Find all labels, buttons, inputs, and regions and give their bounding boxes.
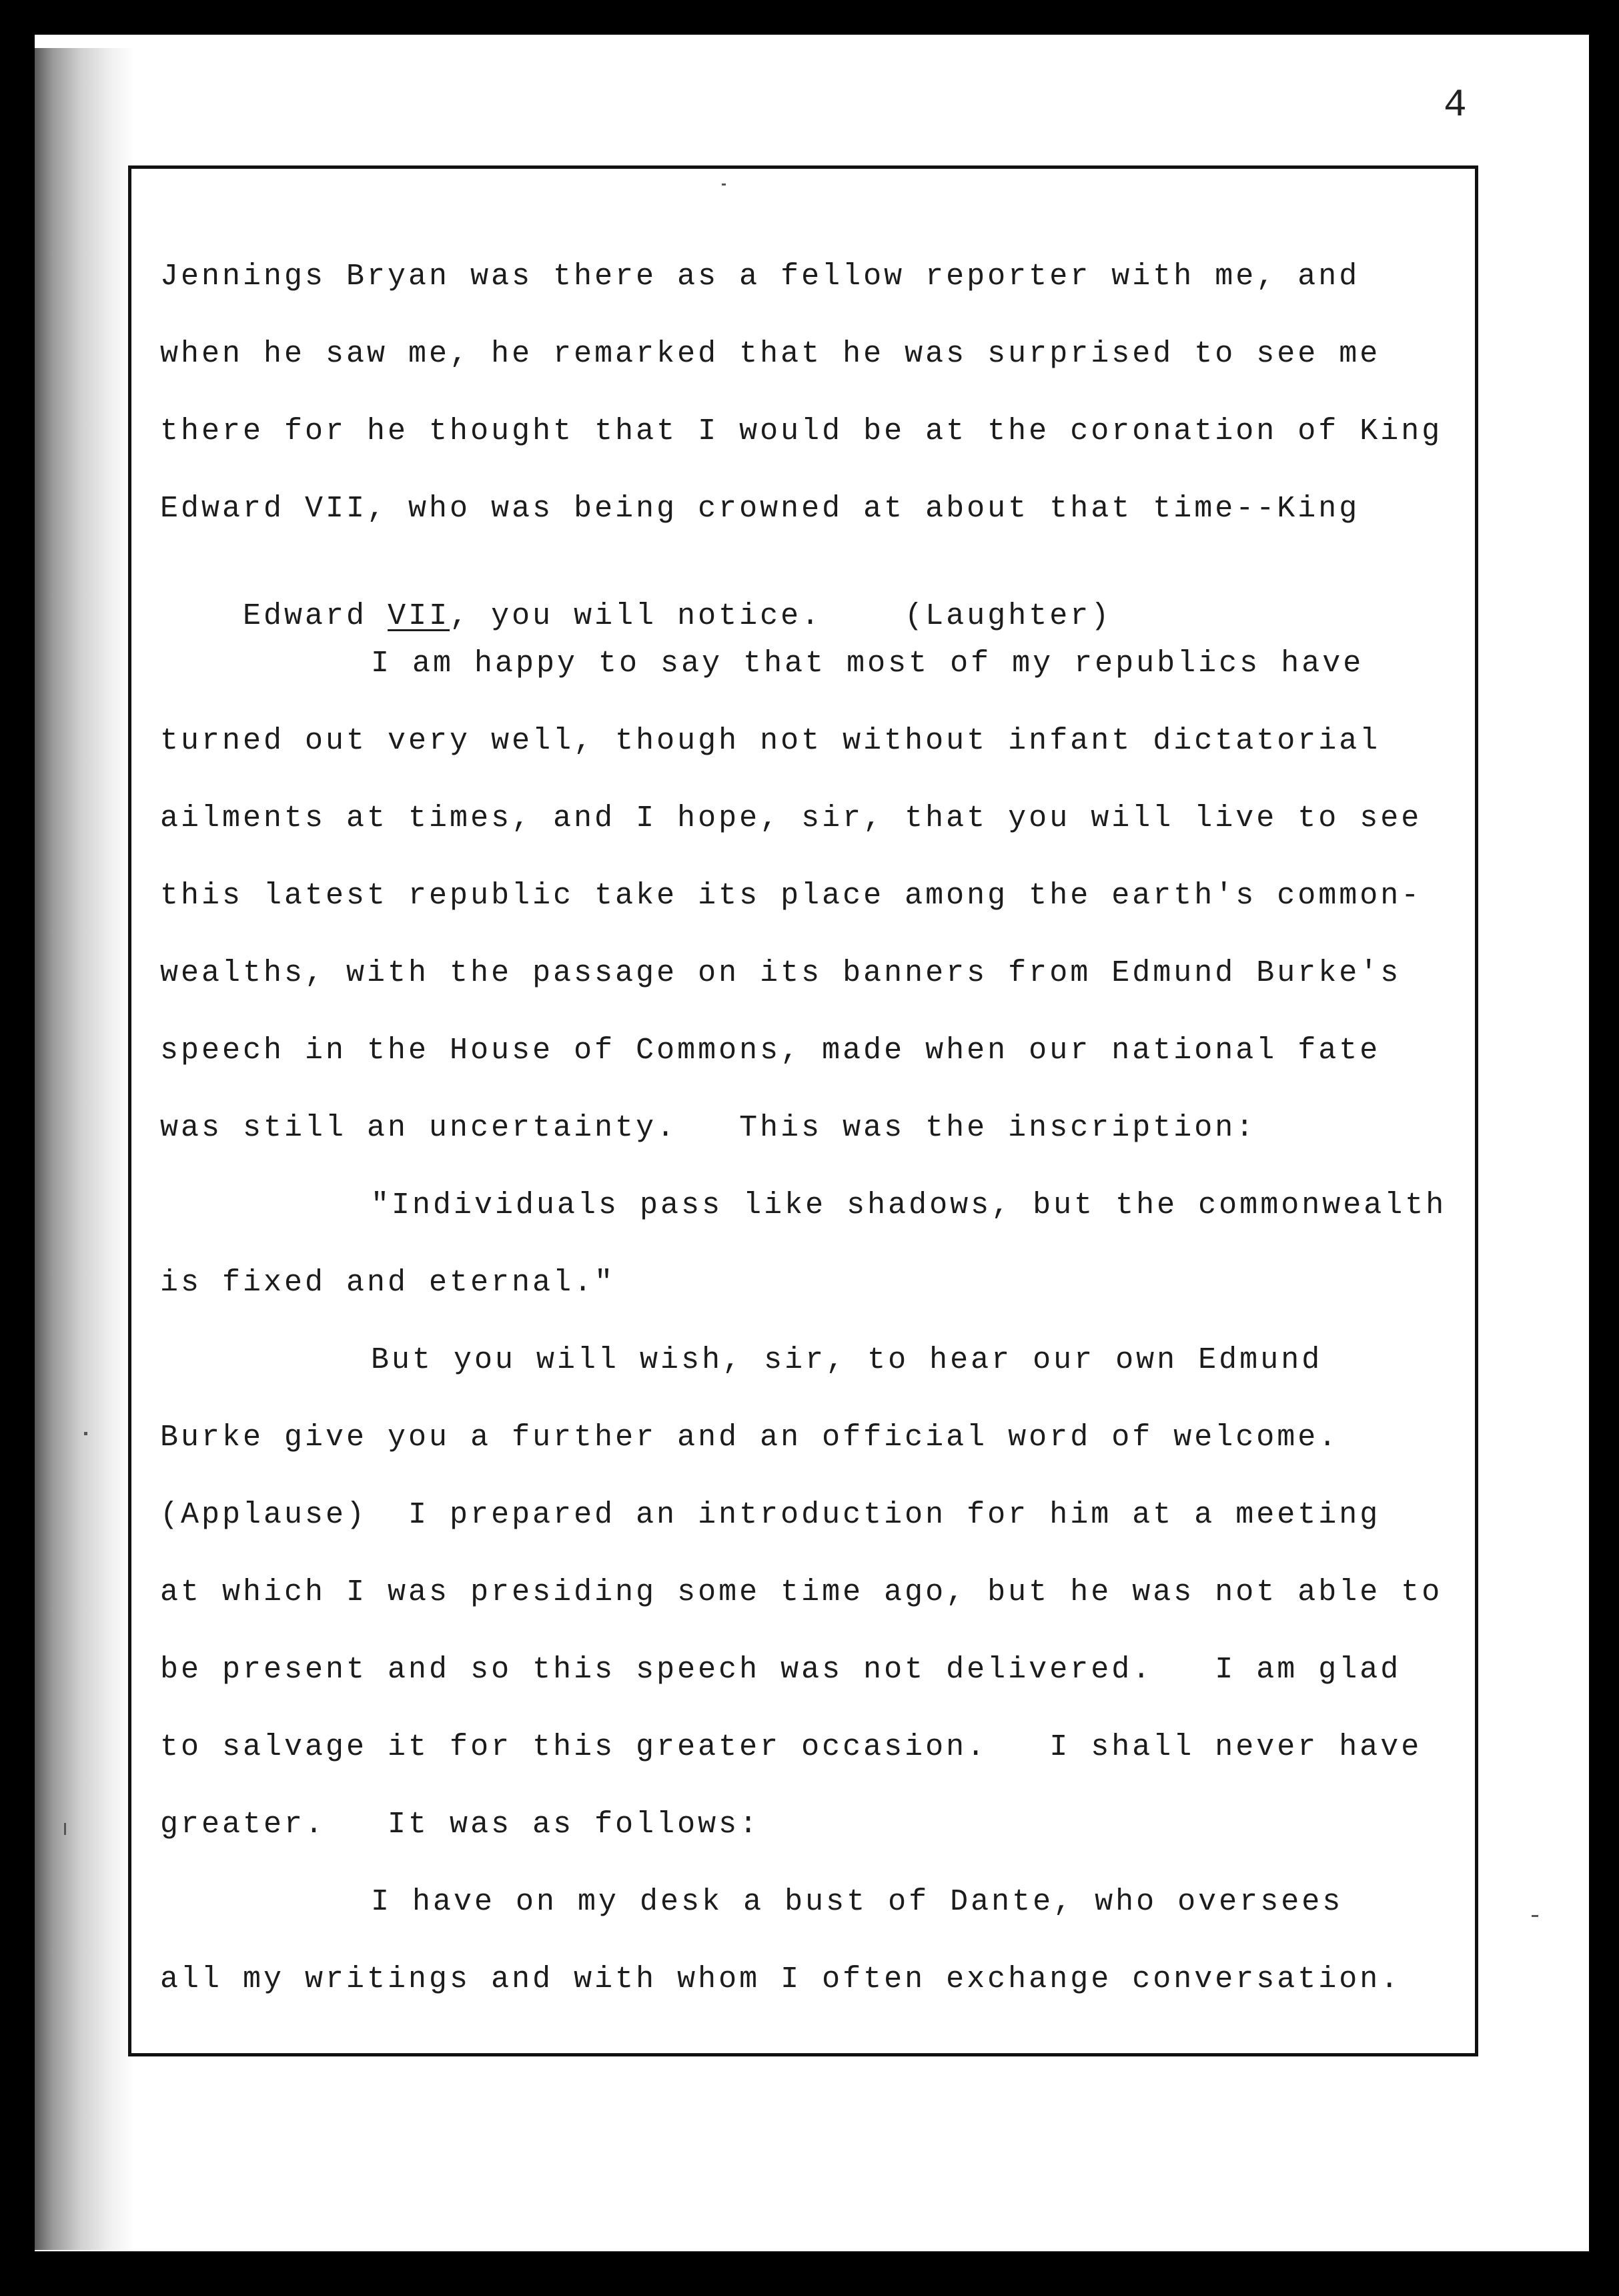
- body-line: wealths, with the passage on its banners from Edmund Burke's: [160, 956, 1402, 990]
- body-line: at which I was presiding some time ago, but he was not able to: [160, 1575, 1443, 1609]
- quotation-line: "Individuals pass like shadows, but the commonwealth: [371, 1188, 1447, 1222]
- quotation-line: is fixed and eternal.": [160, 1266, 616, 1300]
- scan-mark: [1532, 1915, 1538, 1917]
- body-line-rest: you will notice. (Laughter): [491, 599, 1112, 633]
- body-line: I am happy to say that most of my republics have: [371, 647, 1364, 681]
- scan-mark: [64, 1823, 66, 1835]
- body-line-prefix: Edward: [243, 599, 388, 633]
- binding-shadow: [35, 48, 135, 2250]
- body-line: all my writings and with whom I often exchange conversation.: [160, 1962, 1402, 1996]
- scan-mark: [722, 183, 726, 185]
- body-line: Jennings Bryan was there as a fellow reporter with me, and: [160, 260, 1360, 294]
- body-line: was still an uncertainty. This was the inscription:: [160, 1111, 1257, 1145]
- body-line: I have on my desk a bust of Dante, who oversees: [371, 1885, 1343, 1919]
- body-line: (Applause) I prepared an introduction for him at a meeting: [160, 1498, 1381, 1532]
- body-line: there for he thought that I would be at the coronation of King: [160, 414, 1443, 448]
- scan-mark: [84, 1432, 87, 1435]
- body-line: But you will wish, sir, to hear our own Edmund: [371, 1343, 1323, 1377]
- body-line: ailments at times, and I hope, sir, that you will live to see: [160, 801, 1422, 835]
- body-line: be present and so this speech was not delivered. I am glad: [160, 1653, 1402, 1687]
- body-line: when he saw me, he remarked that he was surprised to see me: [160, 337, 1381, 371]
- body-line: Burke give you a further and an official word of welcome.: [160, 1421, 1339, 1455]
- page-number: 4: [1444, 84, 1467, 127]
- body-line: greater. It was as follows:: [160, 1808, 760, 1842]
- body-line: this latest republic take its place among the earth's common-: [160, 879, 1422, 913]
- body-line: speech in the House of Commons, made when our national fate: [160, 1034, 1381, 1068]
- document-page: [35, 35, 1589, 2251]
- body-line: Edward VII, who was being crowned at about that time--King: [160, 492, 1360, 526]
- body-line-comma: ,: [450, 599, 492, 633]
- body-line: turned out very well, though not without infant dictatorial: [160, 724, 1381, 758]
- underlined-regnal-number: VII: [388, 599, 450, 633]
- body-line: to salvage it for this greater occasion. I shall never have: [160, 1730, 1422, 1764]
